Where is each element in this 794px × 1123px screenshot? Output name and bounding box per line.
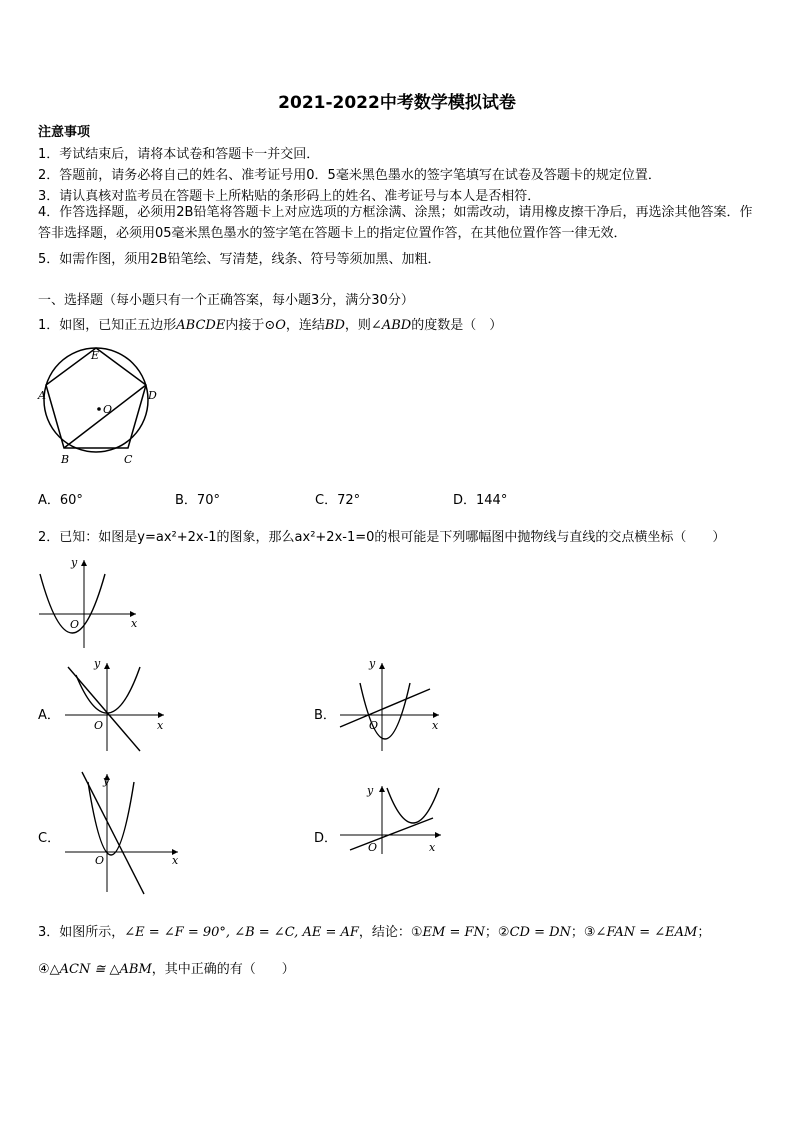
q2-option-a-graph[interactable] xyxy=(60,655,170,755)
vertex-label-e: E xyxy=(91,349,100,362)
svg-text:x: x xyxy=(172,854,179,867)
vertex-label-b: B xyxy=(61,453,70,466)
vertex-label-d: D xyxy=(148,389,157,402)
vertex-label-c: C xyxy=(124,453,133,466)
notice-item: 2．答题前，请务必将自己的姓名、准考证号用0．5毫米黑色墨水的签字笔填写在试卷及答题卡的规定位置． xyxy=(38,168,661,183)
q2-option-c-graph[interactable] xyxy=(60,768,185,898)
notice-item: 4．作答选择题，必须用2B铅笔将答题卡上对应选项的方框涂满、涂黑；如需改动，请用橡皮擦干净后，再选涂其他答案．作答非选择题，必须用05毫米黑色墨水的签字笔在答题卡上的指定位置作答，在其他位置作答一律无效． xyxy=(38,205,753,241)
q2-option-d-label[interactable]: D． xyxy=(314,831,338,846)
svg-text:O: O xyxy=(369,719,379,732)
pentagon-figure xyxy=(36,345,166,470)
svg-text:y: y xyxy=(367,784,374,797)
svg-text:O: O xyxy=(95,854,105,867)
question-3-line-1: 3．如图所示，∠E = ∠F = 90°, ∠B = ∠C, AE = AF，结论：①EM = FN；②CD = DN；③∠FAN = ∠EAM； xyxy=(38,925,711,940)
q2-option-c-label[interactable]: C． xyxy=(38,831,61,846)
q1-option-d[interactable]: D．144° xyxy=(453,493,508,508)
svg-text:O: O xyxy=(94,719,104,732)
svg-text:O: O xyxy=(70,618,80,631)
center-label-o: O xyxy=(103,403,113,416)
q2-option-a-label[interactable]: A． xyxy=(38,708,60,723)
question-1-text: 1．如图，已知正五边形ABCDE内接于⊙O，连结BD，则∠ABD的度数是（ ） xyxy=(38,318,503,333)
page-title: 2021-2022中考数学模拟试卷 xyxy=(278,93,516,113)
question-2-text: 2．已知：如图是y=ax²+2x-1的图象，那么ax²+2x-1=0的根可能是下列哪幅图中抛物线与直线的交点横坐标（ ） xyxy=(38,530,726,545)
svg-text:x: x xyxy=(131,617,138,630)
svg-text:O: O xyxy=(368,841,378,854)
q2-option-b-graph[interactable] xyxy=(335,655,445,755)
svg-text:x: x xyxy=(157,719,164,732)
notice-item: 3．请认真核对监考员在答题卡上所粘贴的条形码上的姓名、准考证号与本人是否相符． xyxy=(38,189,541,204)
svg-text:y: y xyxy=(94,657,101,670)
section-heading: 一、选择题（每小题只有一个正确答案，每小题3分，满分30分） xyxy=(38,293,414,308)
vertex-label-a: A xyxy=(38,389,46,402)
svg-text:x: x xyxy=(432,719,439,732)
question-3-line-2: ④△ACN ≅ △ABM，其中正确的有（ ） xyxy=(38,962,295,977)
svg-text:y: y xyxy=(369,657,376,670)
q1-option-b[interactable]: B．70° xyxy=(175,493,220,508)
svg-text:x: x xyxy=(429,841,436,854)
q2-option-d-graph[interactable] xyxy=(335,778,450,858)
notice-item: 1．考试结束后，请将本试卷和答题卡一并交回． xyxy=(38,147,320,162)
q2-option-b-label[interactable]: B． xyxy=(314,708,336,723)
q1-option-a[interactable]: A．60° xyxy=(38,493,83,508)
svg-text:y: y xyxy=(103,774,110,787)
notice-heading: 注意事项 xyxy=(38,125,91,140)
svg-text:y: y xyxy=(71,556,78,569)
notice-item: 5．如需作图，须用2B铅笔绘、写清楚，线条、符号等须加黑、加粗． xyxy=(38,252,441,267)
q2-reference-graph xyxy=(34,552,144,652)
q1-option-c[interactable]: C．72° xyxy=(315,493,361,508)
